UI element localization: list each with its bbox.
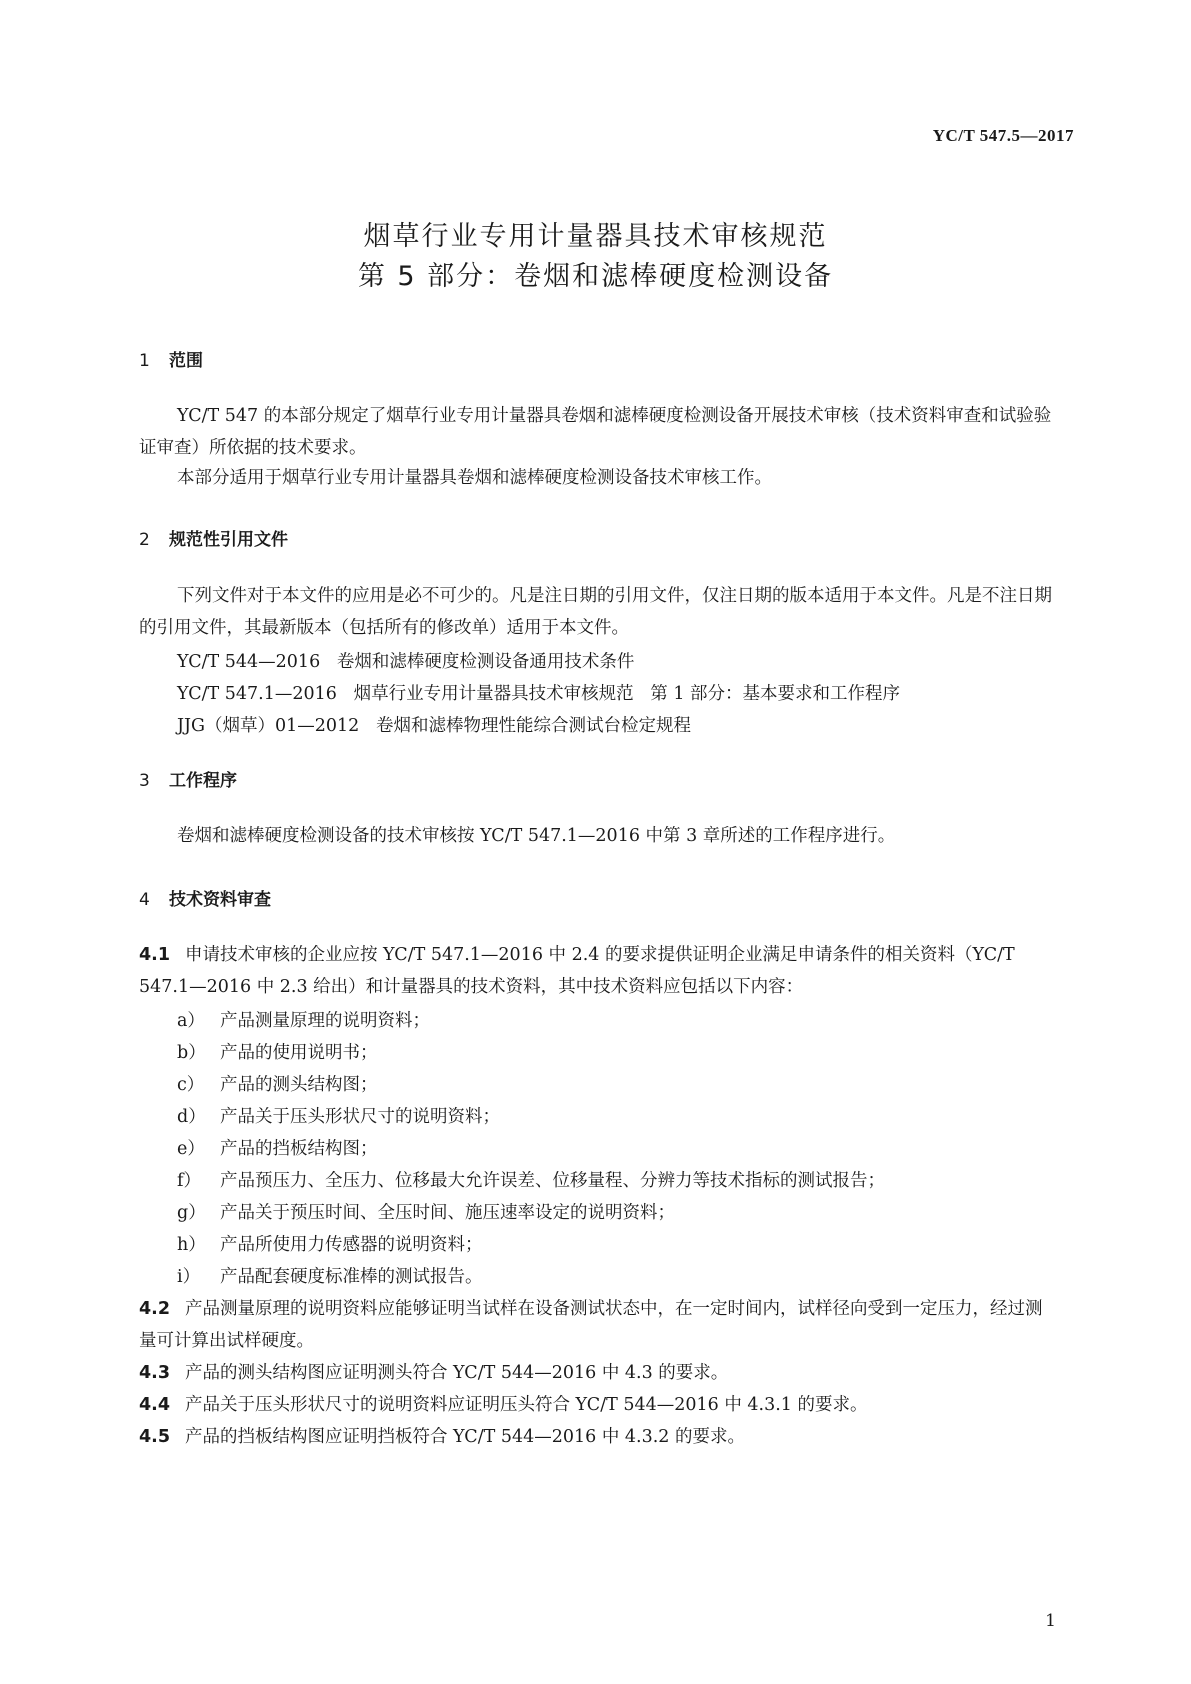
section-title: 技术资料审查: [169, 890, 271, 910]
clause-4-1: [139, 939, 1059, 1003]
list-label: e）: [177, 1139, 205, 1159]
list-text: 产品的测头结构图；: [220, 1075, 378, 1095]
list-item: [177, 1199, 675, 1224]
list-label: i）: [177, 1267, 201, 1287]
list-item: [177, 1167, 885, 1192]
reference-item: JJG（烟草）01—2012 卷烟和滤棒物理性能综合测试台检定规程: [177, 716, 692, 736]
clause-4-4: [139, 1389, 1059, 1421]
document-title-line2: 第 5 部分：卷烟和滤棒硬度检测设备: [357, 261, 834, 292]
clause-text: 产品的挡板结构图应证明挡板符合 YC/T 544—2016 中 4.3.2 的要求。: [185, 1427, 745, 1447]
clause-number: 4.4: [139, 1395, 171, 1415]
clause-number: 4.3: [139, 1363, 171, 1383]
section-title: 工作程序: [169, 771, 237, 791]
clause-text: 产品的测头结构图应证明测头符合 YC/T 544—2016 中 4.3 的要求。: [185, 1363, 729, 1383]
section-title: 规范性引用文件: [169, 530, 288, 550]
clause-text: 产品关于压头形状尺寸的说明资料应证明压头符合 YC/T 544—2016 中 4.3.1 的要求。: [185, 1395, 868, 1415]
clause-number: 4.2: [139, 1299, 171, 1319]
standard-code: YC/T 547.5—2017: [932, 126, 1074, 145]
list-text: 产品关于压头形状尺寸的说明资料；: [220, 1107, 500, 1127]
reference-item: YC/T 544—2016 卷烟和滤棒硬度检测设备通用技术条件: [177, 652, 635, 672]
section-heading-2: [139, 525, 288, 550]
list-text: 产品关于预压时间、全压时间、施压速率设定的说明资料；: [220, 1203, 675, 1223]
list-label: b）: [177, 1043, 206, 1063]
list-label: a）: [177, 1011, 205, 1031]
clause-number: 4.1: [139, 945, 171, 965]
list-text: 产品配套硬度标准棒的测试报告。: [220, 1267, 483, 1287]
section-heading-3: [139, 766, 237, 791]
list-text: 产品预压力、全压力、位移最大允许误差、位移量程、分辨力等技术指标的测试报告；: [220, 1171, 885, 1191]
list-label: c）: [177, 1075, 205, 1095]
clause-text: 申请技术审核的企业应按 YC/T 547.1—2016 中 2.4 的要求提供证明企业满足申请条件的相关资料（YC/T 547.1—2016 中 2.3 给出）和计量器具的技术资料，其中技术资料应包括以下内容：: [139, 945, 1015, 997]
paragraph-scope-2: 本部分适用于烟草行业专用计量器具卷烟和滤棒硬度检测设备技术审核工作。: [177, 468, 772, 488]
section-number: 4: [139, 890, 150, 910]
list-item: [177, 1263, 483, 1288]
clause-text: 产品测量原理的说明资料应能够证明当试样在设备测试状态中，在一定时间内，试样径向受到一定压力，经过测量可计算出试样硬度。: [139, 1299, 1043, 1351]
section-number: 3: [139, 771, 150, 791]
list-item: [177, 1135, 378, 1160]
list-item: [177, 1071, 378, 1096]
section-heading-4: [139, 885, 271, 910]
document-title-line1: 烟草行业专用计量器具技术审核规范: [363, 221, 828, 252]
clause-4-5: [139, 1421, 1059, 1453]
list-label: g）: [177, 1203, 206, 1223]
list-item: [177, 1231, 483, 1256]
page-number: 1: [1045, 1611, 1056, 1631]
section-number: 1: [139, 351, 150, 371]
list-text: 产品的使用说明书；: [220, 1043, 378, 1063]
list-label: h）: [177, 1235, 206, 1255]
section-title: 范围: [169, 351, 203, 371]
clause-4-2: [139, 1293, 1059, 1357]
list-item: [177, 1103, 500, 1128]
clause-4-3: [139, 1357, 1059, 1389]
clause-number: 4.5: [139, 1427, 171, 1447]
list-item: [177, 1039, 378, 1064]
list-label: d）: [177, 1107, 206, 1127]
reference-item: YC/T 547.1—2016 烟草行业专用计量器具技术审核规范 第 1 部分：基本要求和工作程序: [177, 684, 901, 704]
list-text: 产品的挡板结构图；: [220, 1139, 378, 1159]
list-label: f）: [177, 1171, 201, 1191]
paragraph-scope-1: YC/T 547 的本部分规定了烟草行业专用计量器具卷烟和滤棒硬度检测设备开展技术审核（技术资料审查和试验验证审查）所依据的技术要求。: [139, 406, 1052, 458]
list-text: 产品所使用力传感器的说明资料；: [220, 1235, 483, 1255]
paragraph-procedure: 卷烟和滤棒硬度检测设备的技术审核按 YC/T 547.1—2016 中第 3 章所述的工作程序进行。: [177, 826, 896, 846]
section-number: 2: [139, 530, 150, 550]
section-heading-1: [139, 346, 203, 371]
paragraph-normative-refs: 下列文件对于本文件的应用是必不可少的。凡是注日期的引用文件，仅注日期的版本适用于本文件。凡是不注日期的引用文件，其最新版本（包括所有的修改单）适用于本文件。: [139, 586, 1052, 638]
list-text: 产品测量原理的说明资料；: [220, 1011, 430, 1031]
list-item: [177, 1007, 430, 1032]
